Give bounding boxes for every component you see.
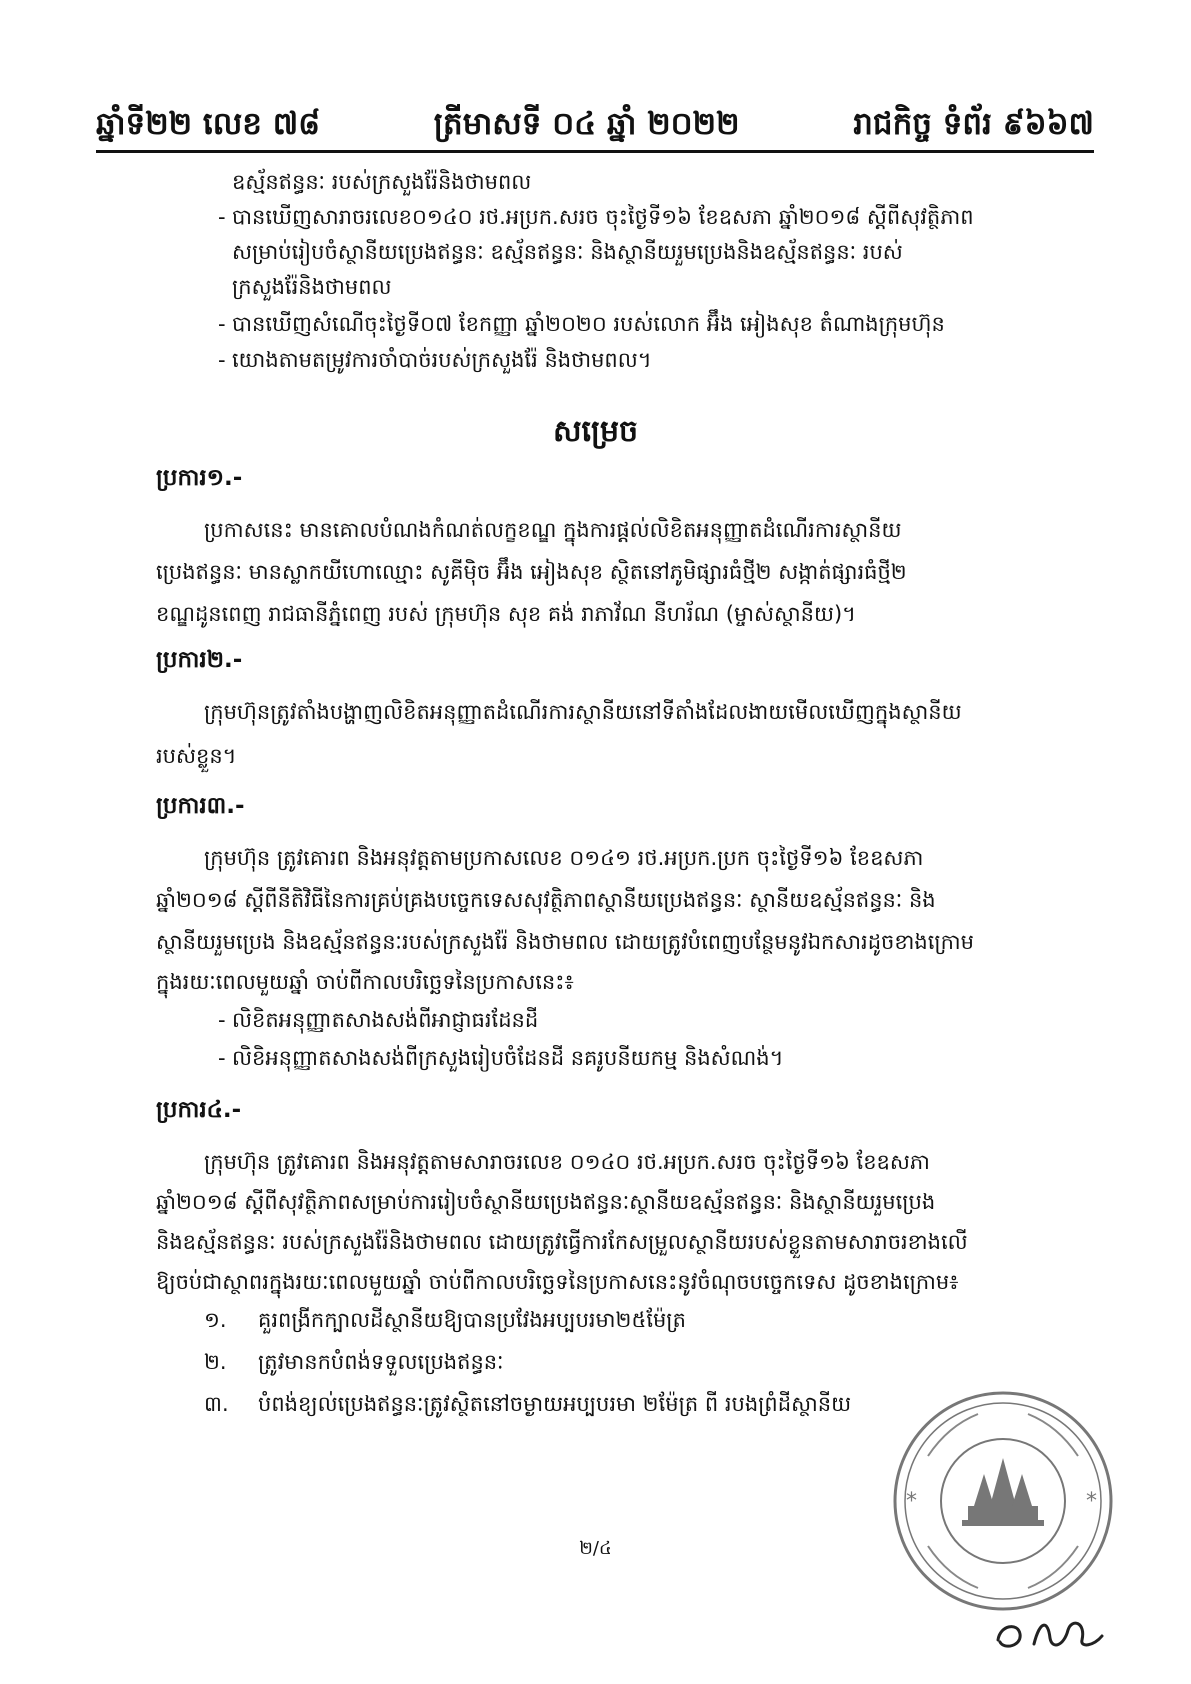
- header-quarter: ត្រីមាសទី ០៤ ឆ្នាំ ២០២២: [433, 106, 740, 142]
- article-line: ឱ្យចប់ជាស្ថាពរក្នុងរយៈពេលមួយឆ្នាំ ចាប់ពីកាលបរិច្ឆេទនៃប្រកាសនេះនូវចំណុចបច្ចេកទេស ដូចខាងក្រោម៖: [156, 1270, 959, 1294]
- svg-text:*: *: [1086, 1489, 1097, 1514]
- preamble-line: យោងតាមតម្រូវការចាំបាច់របស់ក្រសួងរ៉ែ និងថាមពល។: [232, 348, 652, 372]
- preamble-line: បានឃើញសំណើចុះថ្ងៃទី០៧ ខែកញ្ញា ឆ្នាំ២០២០ របស់លោក អ៊ឹង អៀងសុខ តំណាងក្រុមហ៊ុន: [232, 312, 945, 336]
- article-line: ឆ្នាំ២០១៨ ស្តីពីសុវត្ថិភាពសម្រាប់ការរៀបចំស្ថានីយប្រេងឥន្ធនៈស្ថានីយឧស្ម័នឥន្ធនៈ និងស្ថានីយរួមប្រេង: [156, 1190, 936, 1214]
- list-item: បំពង់ខ្យល់ប្រេងឥន្ធនៈត្រូវស្ថិតនៅចម្ងាយអប្បបរមា ២ម៉ែត្រ ពី របងព្រំដីស្ថានីយ: [258, 1392, 852, 1416]
- header-issue: ឆ្នាំទី២២ លេខ ៧៨: [96, 106, 321, 142]
- page-number: ២/៤: [579, 1538, 612, 1559]
- article-line: ប្រកាសនេះ មានគោលបំណងកំណត់លក្ខខណ្ឌ ក្នុងការផ្តល់លិខិតអនុញ្ញាតដំណើរការស្ថានីយ: [204, 518, 902, 542]
- page-header: [96, 96, 1094, 144]
- article-1-title: ប្រការ១.-: [156, 465, 243, 491]
- signature-icon: [990, 1600, 1110, 1660]
- article-2-title: ប្រការ២.-: [156, 647, 243, 673]
- list-number: ៣.: [204, 1392, 229, 1416]
- article-line: ខណ្ឌដូនពេញ រាជធានីភ្នំពេញ របស់ ក្រុមហ៊ុន សុខ គង់ រាភាវ័ណ នីហរ័ណ (ម្ចាស់ស្ថានីយ)។: [156, 602, 856, 626]
- bullet-dash: -: [218, 348, 226, 372]
- bullet-dash: -: [218, 312, 226, 336]
- article-line: ក្រុមហ៊ុន ត្រូវគោរព និងអនុវត្តតាមប្រកាសលេខ ០១៤១ រថ.អប្រក.ប្រក ចុះថ្ងៃទី១៦ ខែឧសភា: [204, 846, 924, 870]
- preamble-line: ក្រសួងរ៉ែនិងថាមពល: [232, 275, 392, 299]
- bullet-dash: -: [218, 1008, 226, 1032]
- article-line: ប្រេងឥន្ធនៈ មានស្លាកយីហោឈ្មោះ សូគីម៉ិច អ៊ឹង អៀងសុខ ស្ថិតនៅភូមិផ្សារធំថ្មី២ សង្កាត់ផ្សារធំថ្មី២: [156, 560, 907, 584]
- article-bullet: លិខិតអនុញ្ញាតសាងសង់ពីអាជ្ញាធរដែនដី: [232, 1008, 539, 1032]
- header-rule: [96, 150, 1094, 153]
- preamble-line: សម្រាប់រៀបចំស្ថានីយប្រេងឥន្ធនៈ ឧស្ម័នឥន្ធនៈ និងស្ថានីយរួមប្រេងនិងឧស្ម័នឥន្ធនៈ របស់: [232, 240, 903, 264]
- header-page: រាជកិច្ច ទំព័រ ៩៦៦៧: [853, 106, 1094, 142]
- article-3-title: ប្រការ៣.-: [156, 793, 245, 819]
- bullet-dash: -: [218, 205, 226, 229]
- article-line: ឆ្នាំ២០១៨ ស្តីពីនីតិវិធីនៃការគ្រប់គ្រងបច្ចេកទេសសុវត្ថិភាពស្ថានីយប្រេងឥន្ធនៈ ស្ថានីយឧស្ម័នឥន្ធនៈ និង: [156, 888, 936, 912]
- article-line: និងឧស្ម័នឥន្ធនៈ របស់ក្រសួងរ៉ែនិងថាមពល ដោយត្រូវធ្វើការកែសម្រួលស្ថានីយរបស់ខ្លួនតាមសារាចរខាងលើ: [156, 1230, 968, 1254]
- preamble-line: ឧស្ម័នឥន្ធនៈ របស់ក្រសួងរ៉ែនិងថាមពល: [232, 170, 532, 194]
- article-line: ក្រុមហ៊ុន ត្រូវគោរព និងអនុវត្តតាមសារាចរលេខ ០១៤០ រថ.អប្រក.សរច ចុះថ្ងៃទី១៦ ខែឧសភា: [204, 1150, 930, 1174]
- article-4-title: ប្រការ៤.-: [156, 1097, 242, 1123]
- preamble-line: បានឃើញសារាចរលេខ០១៤០ រថ.អប្រក.សរច ចុះថ្ងៃទី១៦ ខែឧសភា ឆ្នាំ២០១៨ ស្តីពីសុវត្ថិភាព: [232, 205, 974, 229]
- article-line: របស់ខ្លួន។: [156, 744, 237, 768]
- svg-text:*: *: [906, 1489, 917, 1514]
- official-seal-icon: [888, 1386, 1118, 1616]
- article-line: ក្រុមហ៊ុនត្រូវតាំងបង្ហាញលិខិតអនុញ្ញាតដំណើរការស្ថានីយនៅទីតាំងដែលងាយមើលឃើញក្នុងស្ថានីយ: [204, 700, 962, 724]
- article-line: ស្ថានីយរួមប្រេង និងឧស្ម័នឥន្ធនៈរបស់ក្រសួងរ៉ែ និងថាមពល ដោយត្រូវបំពេញបន្ថែមនូវឯកសារដូចខាងក្រោម: [156, 930, 974, 954]
- list-item: ត្រូវមានកបំពង់ទទួលប្រេងឥន្ធនៈ: [258, 1350, 504, 1374]
- article-bullet: លិខិអនុញ្ញាតសាងសង់ពីក្រសួងរៀបចំដែនដី នគរូបនីយកម្ម និងសំណង់។: [232, 1046, 784, 1070]
- list-item: គួរពង្រីកក្បាលដីស្ថានីយឱ្យបានប្រវែងអប្បបរមា២៥ម៉ែត្រ: [258, 1308, 686, 1332]
- list-number: ១.: [204, 1308, 227, 1332]
- list-number: ២.: [204, 1350, 227, 1374]
- article-line: ក្នុងរយៈពេលមួយឆ្នាំ ចាប់ពីកាលបរិច្ឆេទនៃប្រកាសនេះ៖: [156, 970, 574, 994]
- bullet-dash: -: [218, 1046, 226, 1070]
- decision-title: សម្រេច: [552, 414, 639, 449]
